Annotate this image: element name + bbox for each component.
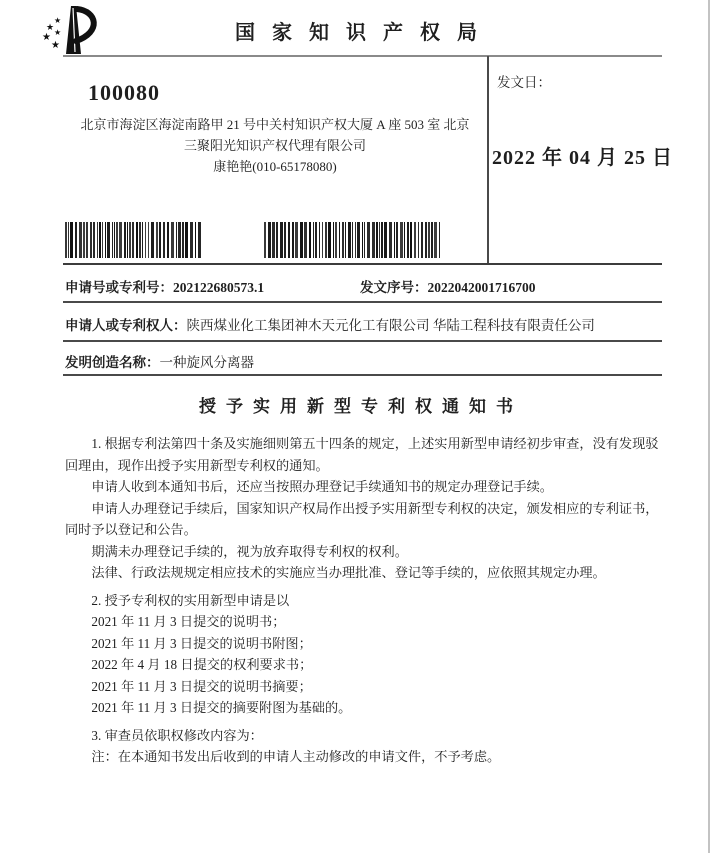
notice-paragraph: 2021 年 11 月 3 日提交的说明书； <box>91 614 286 629</box>
applicant-value: 陕西煤业化工集团神木天元化工有限公司 华陆工程科技有限责任公司 <box>186 318 595 333</box>
dispatch-box-divider <box>487 56 489 265</box>
notice-title: 授予实用新型专利权通知书 <box>199 397 523 416</box>
notice-paragraph: 3. 审查员依职权修改内容为： <box>91 727 263 743</box>
agent-company: 三聚阳光知识产权代理有限公司 <box>183 138 366 153</box>
mailing-address-block <box>63 114 487 177</box>
notice-paragraph: 申请人办理登记手续后，国家知识产权局作出授予实用新型专利权的决定，颁发相应的专利证书，同时予以登记和公告。 <box>65 500 659 537</box>
notice-paragraph: 法律、行政法规规定相应技术的实施应当办理批准、登记等手续的，应依照其规定办理。 <box>91 565 606 580</box>
svg-text:★: ★ <box>51 40 60 51</box>
contact-person: 康艳艳(010-65178080) <box>213 159 337 174</box>
notice-paragraph: 申请人收到本通知书后，还应当按照办理登记手续通知书的规定办理登记手续。 <box>91 479 553 494</box>
notice-paragraph: 2021 年 11 月 3 日提交的说明书摘要； <box>91 678 312 694</box>
svg-text:★: ★ <box>42 32 51 43</box>
invention-title-value: 一种旋风分离器 <box>159 355 254 370</box>
notice-paragraph: 1. 根据专利法第四十条及实施细则第五十四条的规定，上述实用新型申请经初步审查，没有发现驳回理由，现作出授予实用新型专利权的通知。 <box>65 436 659 473</box>
row-divider <box>63 340 662 342</box>
barcode <box>264 222 464 258</box>
notice-paragraph: 2021 年 11 月 3 日提交的摘要附图为基础的。 <box>91 700 352 715</box>
applicant-row <box>65 314 595 334</box>
applicant-label: 申请人或专利权人： <box>65 318 187 333</box>
barcode <box>65 222 228 258</box>
notice-paragraph: 2021 年 11 月 3 日提交的说明书附图； <box>91 635 312 651</box>
invention-title-label: 发明创造名称： <box>65 355 160 370</box>
svg-text:★: ★ <box>46 23 55 33</box>
dispatch-date-value: 2022 年 04 月 25 日 <box>492 147 673 169</box>
address-line: 北京市海淀区海淀南路甲 21 号中关村知识产权大厦 A 座 503 室 北京 <box>80 117 470 132</box>
svg-text:★: ★ <box>54 28 62 37</box>
barcode-divider <box>63 263 662 265</box>
application-number-row <box>65 276 264 296</box>
serial-number-value: 2022042001716700 <box>427 280 536 295</box>
dispatch-date-label: 发文日： <box>497 75 551 90</box>
svg-text:★: ★ <box>54 16 62 25</box>
notice-paragraph: 2022 年 4 月 18 日提交的权利要求书； <box>91 657 313 672</box>
row-divider <box>63 374 662 376</box>
application-number-label: 申请号或专利号： <box>65 280 173 295</box>
scan-edge-artifact <box>708 0 710 853</box>
header-divider <box>63 55 662 57</box>
row-divider <box>63 301 662 303</box>
notice-paragraph: 2. 授予专利权的实用新型申请是以 <box>91 592 290 608</box>
application-number-value: 202122680573.1 <box>173 280 265 295</box>
invention-title-row <box>65 351 254 371</box>
postal-code: 100080 <box>88 80 160 105</box>
agency-title: 国家知识产权局 <box>235 22 494 44</box>
serial-number-row <box>360 276 536 296</box>
serial-number-label: 发文序号： <box>360 280 428 295</box>
notice-paragraph: 注：在本通知书发出后收到的申请人主动修改的申请文件，不予考虑。 <box>91 749 501 764</box>
notice-paragraph: 期满未办理登记手续的，视为放弃取得专利权的权利。 <box>91 543 408 559</box>
notice-body <box>65 433 659 768</box>
